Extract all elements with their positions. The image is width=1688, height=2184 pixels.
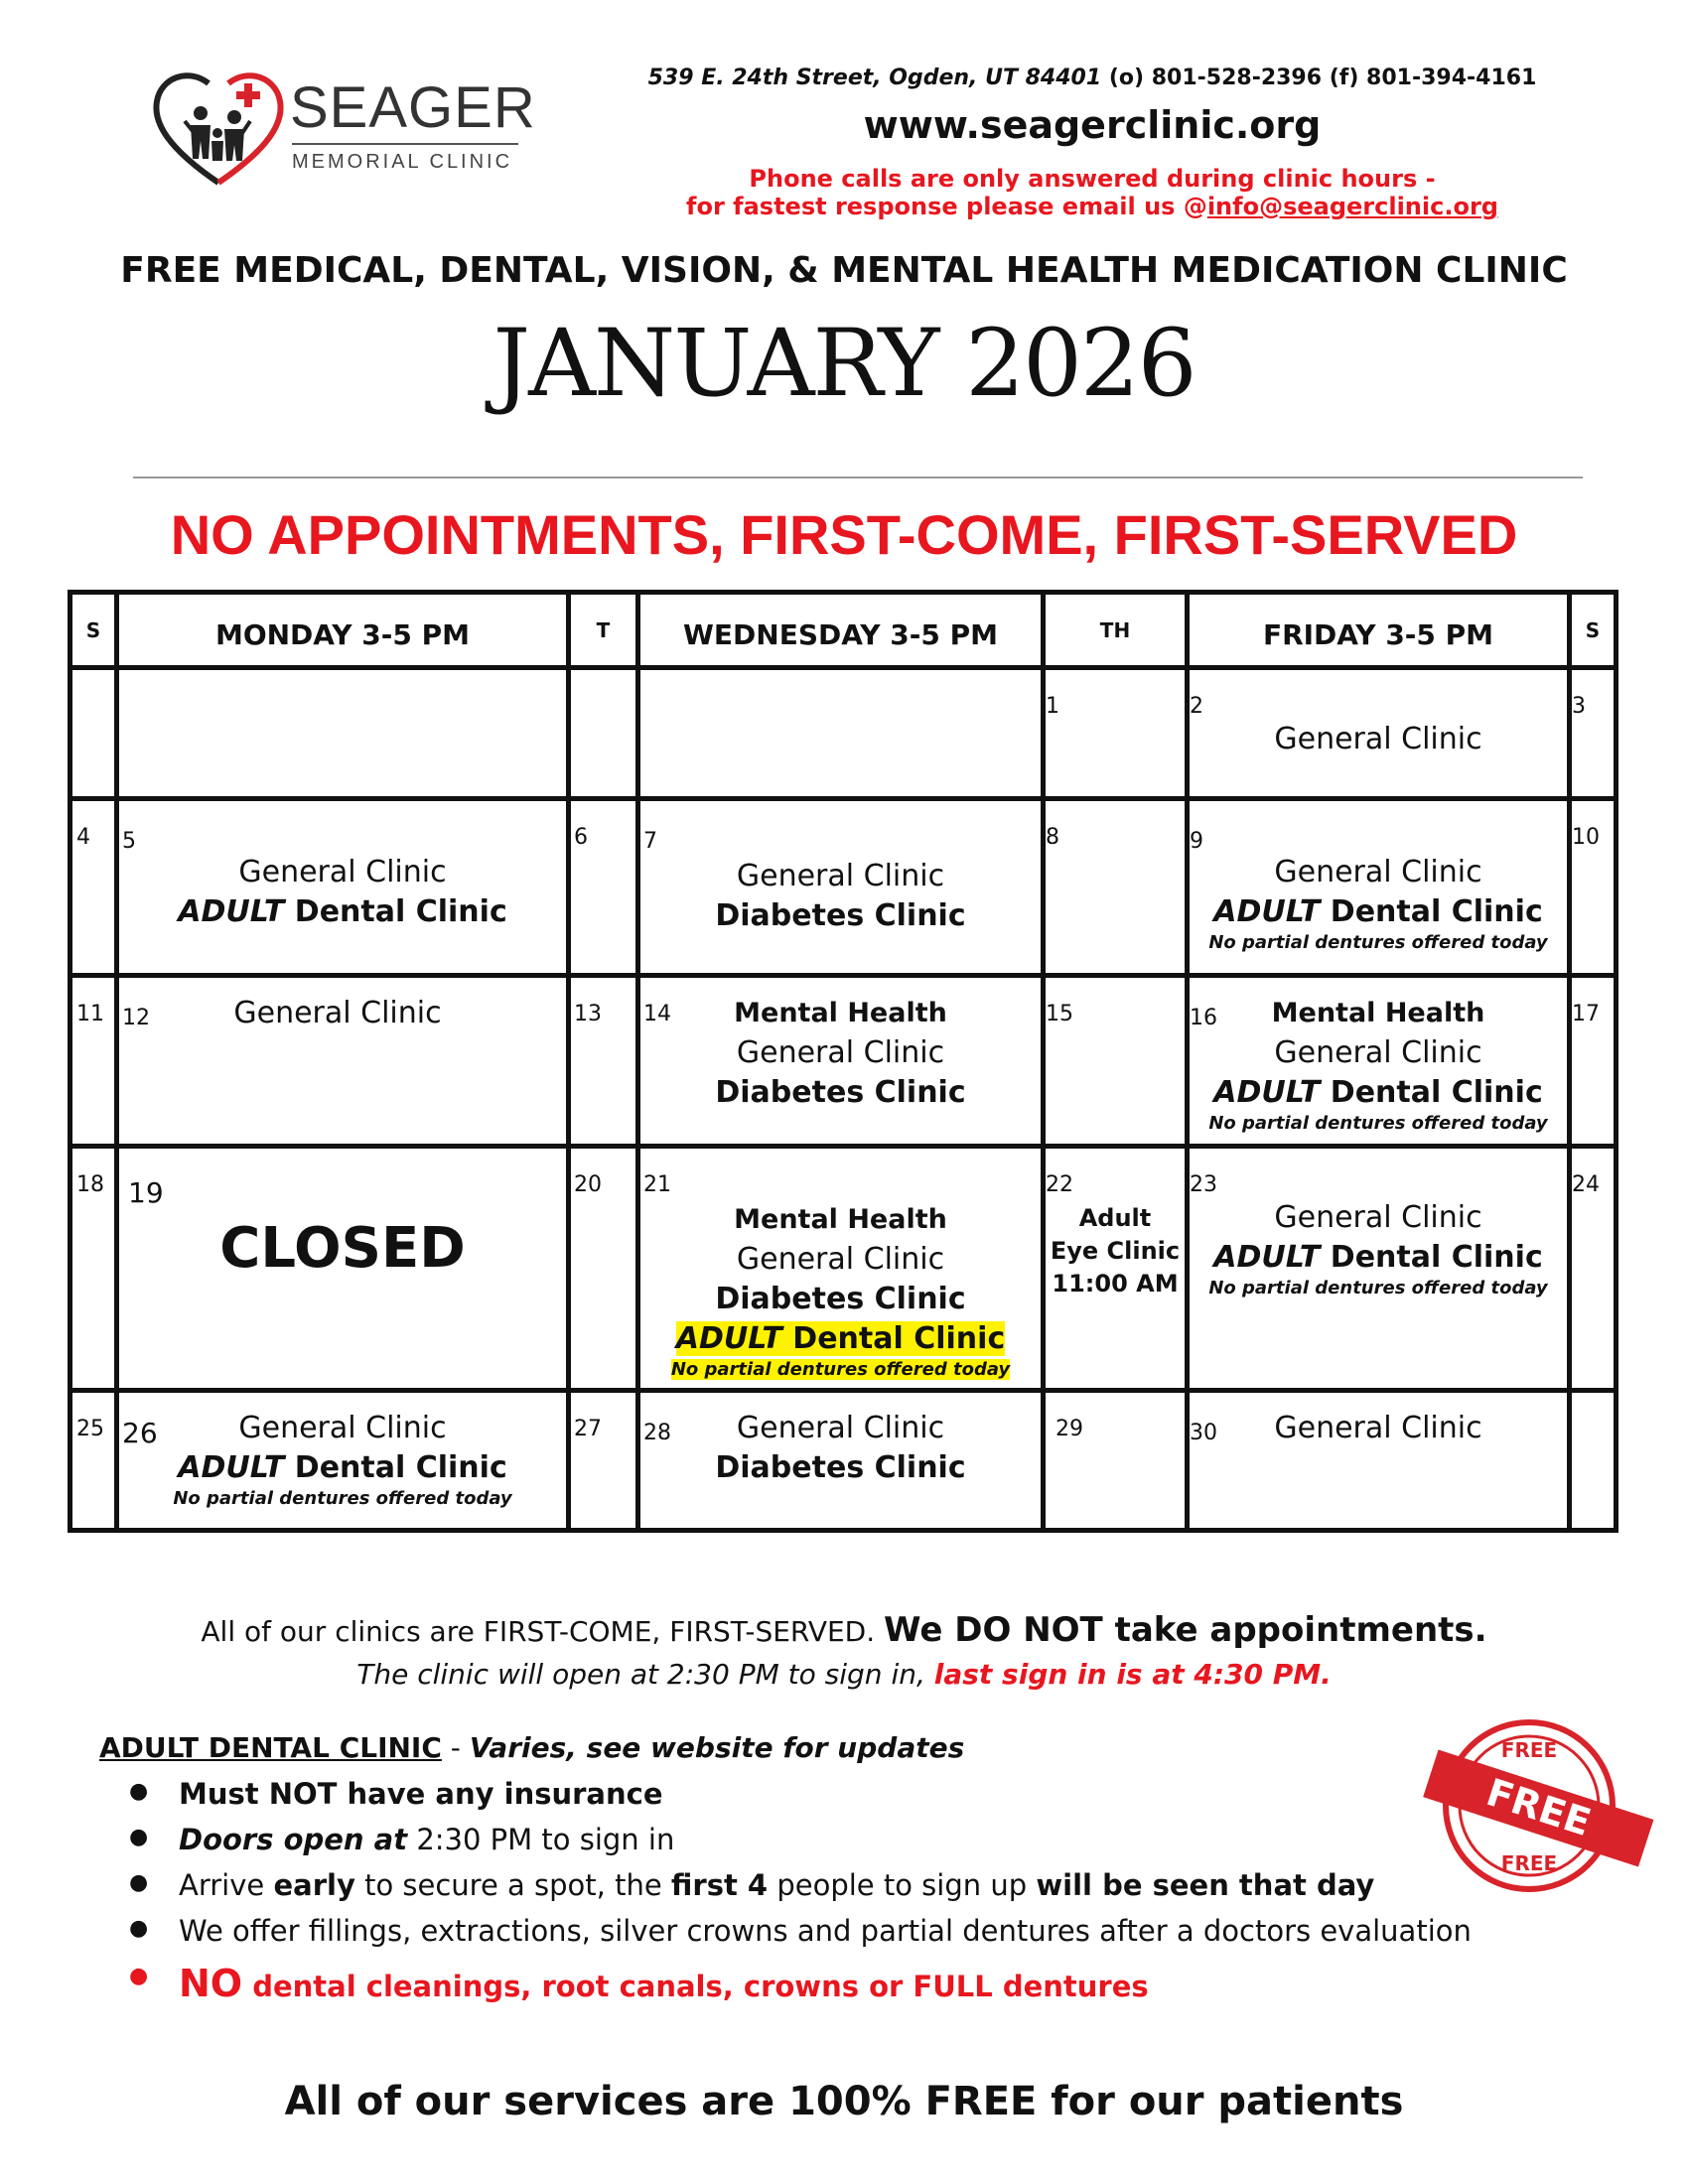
dental-varies-note: Varies, see website for updates — [469, 1731, 965, 1764]
logo-name: SEAGER — [290, 75, 536, 140]
logo-subtitle: MEMORIAL CLINIC — [292, 151, 513, 173]
day-number: 9 — [1190, 829, 1203, 854]
clinic-address-line — [596, 66, 1589, 90]
no-partial-dentures-note: No partial dentures offered today — [1208, 932, 1548, 953]
mental-health-clinic: Mental Health — [734, 998, 947, 1028]
first-come-notice — [0, 1610, 1688, 1650]
day-events — [119, 853, 566, 932]
adult-label: ADULT — [675, 1321, 782, 1356]
general-clinic: General Clinic — [736, 859, 945, 893]
adult-label: ADULT — [178, 1450, 285, 1485]
no-partial-dentures-note: No partial dentures offered today — [173, 1488, 512, 1509]
diabetes-clinic: Diabetes Clinic — [715, 1282, 966, 1316]
day-number: 5 — [122, 829, 136, 854]
day-events — [640, 857, 1041, 936]
no-appointments-text: We DO NOT take appointments. — [884, 1610, 1487, 1650]
adult-eye-clinic — [1046, 1202, 1185, 1300]
day-events — [1190, 1409, 1567, 1448]
header-monday: MONDAY 3-5 PM — [214, 618, 471, 651]
adult-dental-clinic — [1190, 892, 1567, 932]
last-sign-in-text: last sign in is at 4:30 PM. — [933, 1658, 1332, 1691]
day-events — [1190, 1198, 1567, 1299]
bullet-text: early — [273, 1868, 355, 1902]
header-divider — [133, 477, 1583, 478]
day-events — [119, 1216, 566, 1281]
separator: - — [441, 1731, 470, 1764]
day-events — [640, 1409, 1041, 1488]
mental-health-clinic: Mental Health — [734, 1204, 947, 1235]
day-number: 3 — [1572, 694, 1586, 719]
general-clinic: General Clinic — [238, 1411, 447, 1445]
month-title: JANUARY 2026 — [492, 310, 1196, 418]
bullet-text: We offer fillings, extractions, silver crowns and partial dentures after a doctors evaluation — [179, 1914, 1472, 1948]
bullet-text: to secure a spot, the — [354, 1868, 671, 1902]
bullet-text: dental cleanings, root canals, crowns or FULL dentures — [242, 1970, 1149, 2003]
services-heading: FREE MEDICAL, DENTAL, VISION, & MENTAL HEALTH MEDICATION CLINIC — [120, 250, 1568, 291]
day-number: 15 — [1046, 1002, 1073, 1026]
day-number: 22 — [1046, 1172, 1073, 1197]
adult-dental-clinic — [1190, 1073, 1567, 1113]
adult-dental-clinic — [119, 892, 566, 932]
sign-in-notice — [0, 1658, 1688, 1691]
day-number: 25 — [76, 1417, 104, 1441]
eye-clinic-line2: Eye Clinic — [1050, 1237, 1181, 1265]
header-tuesday: T — [596, 618, 611, 642]
logo-divider — [292, 143, 518, 145]
bullet-text: Arrive — [179, 1868, 274, 1902]
mental-health-clinic: Mental Health — [1271, 998, 1485, 1028]
adult-dental-title: ADULT DENTAL CLINIC — [99, 1731, 442, 1764]
header-saturday: S — [1585, 618, 1601, 642]
day-number: 30 — [1190, 1421, 1217, 1445]
day-events — [640, 994, 1041, 1113]
adult-label: ADULT — [178, 894, 285, 929]
bullet-text: 2:30 PM to sign in — [407, 1823, 675, 1856]
day-number: 7 — [643, 829, 657, 854]
day-events — [119, 994, 566, 1033]
adult-dental-clinic — [119, 1448, 566, 1488]
bullet-text: people to sign up — [768, 1868, 1037, 1902]
diabetes-clinic: Diabetes Clinic — [715, 1075, 966, 1110]
phone-notice-text: for fastest response please email us @ — [686, 193, 1207, 220]
day-events — [1190, 853, 1567, 954]
adult-label: ADULT — [1213, 1240, 1321, 1275]
closed-label: CLOSED — [219, 1216, 466, 1281]
day-number: 21 — [643, 1172, 671, 1197]
list-item — [179, 1914, 1472, 1948]
header-wednesday: WEDNESDAY 3-5 PM — [683, 618, 998, 651]
dental-label: Dental Clinic — [284, 894, 507, 929]
day-number: 20 — [574, 1172, 602, 1197]
first-come-text: All of our clinics are FIRST-COME, FIRST-SERVED. — [201, 1615, 885, 1648]
dental-label: Dental Clinic — [284, 1450, 507, 1485]
day-number: 8 — [1046, 825, 1059, 850]
dental-label: Dental Clinic — [1320, 894, 1543, 929]
bullet-text: Must NOT have any insurance — [179, 1777, 663, 1811]
general-clinic: General Clinic — [736, 1035, 945, 1070]
phone-numbers: (o) 801-528-2396 (f) 801-394-4161 — [1108, 66, 1537, 90]
general-clinic: General Clinic — [1274, 1411, 1482, 1445]
phone-notice — [596, 165, 1589, 220]
dental-label: Dental Clinic — [781, 1321, 1006, 1356]
general-clinic: General Clinic — [736, 1411, 945, 1445]
list-item — [179, 1962, 1149, 2005]
list-item — [179, 1823, 674, 1856]
adult-label: ADULT — [1213, 894, 1321, 929]
stamp-bottom-word: FREE — [1500, 1851, 1558, 1875]
day-events — [119, 1409, 566, 1510]
day-number: 19 — [128, 1176, 164, 1209]
adult-dental-clinic — [640, 1319, 1041, 1359]
header-thursday: TH — [1099, 618, 1131, 642]
adult-dental-heading — [99, 1731, 964, 1764]
eye-clinic-line1: Adult — [1078, 1204, 1152, 1232]
grid-line — [72, 665, 1614, 670]
grid-line — [72, 973, 1614, 978]
calendar-grid — [68, 590, 1618, 1533]
day-number: 12 — [122, 1006, 150, 1030]
highlight — [676, 1321, 1005, 1356]
general-clinic: General Clinic — [233, 996, 442, 1030]
sign-in-text: The clinic will open at 2:30 PM to sign in, — [356, 1658, 934, 1691]
no-appointments-banner: NO APPOINTMENTS, FIRST-COME, FIRST-SERVED — [170, 503, 1518, 566]
heart-family-icon — [149, 62, 288, 191]
header-friday: FRIDAY 3-5 PM — [1262, 618, 1494, 651]
street-address: 539 E. 24th Street, Ogden, UT 84401 — [647, 66, 1102, 90]
day-number: 1 — [1046, 694, 1059, 719]
dental-label: Dental Clinic — [1320, 1075, 1543, 1110]
eye-clinic-time: 11:00 AM — [1052, 1270, 1179, 1297]
no-partial-dentures-note: No partial dentures offered today — [1208, 1113, 1548, 1134]
general-clinic: General Clinic — [1274, 722, 1482, 756]
no-partial-dentures-note: No partial dentures offered today — [1208, 1278, 1548, 1298]
day-number: 23 — [1190, 1172, 1217, 1197]
grid-line — [72, 796, 1614, 801]
list-item — [179, 1868, 1374, 1902]
bullet-text: first 4 — [670, 1868, 769, 1902]
day-events — [1190, 994, 1567, 1135]
diabetes-clinic: Diabetes Clinic — [715, 1450, 966, 1485]
bullet-text: Doors open at — [179, 1823, 408, 1856]
day-number: 14 — [643, 1002, 671, 1026]
day-number: 18 — [76, 1172, 104, 1197]
day-events — [640, 1200, 1041, 1381]
day-number: 28 — [643, 1421, 671, 1445]
email-link[interactable]: info@seagerclinic.org — [1206, 193, 1498, 220]
bullet-text: will be seen that day — [1036, 1868, 1375, 1902]
day-events — [1190, 720, 1567, 759]
day-number: 11 — [76, 1002, 104, 1026]
phone-notice-line2 — [596, 193, 1589, 220]
day-number: 17 — [1572, 1002, 1600, 1026]
day-number: 4 — [76, 825, 90, 850]
day-number: 27 — [574, 1417, 602, 1441]
day-number: 6 — [574, 825, 588, 850]
day-number: 16 — [1190, 1006, 1217, 1030]
adult-dental-clinic — [1190, 1238, 1567, 1278]
stamp-top-word: FREE — [1500, 1738, 1558, 1762]
services-free-statement: All of our services are 100% FREE for our patients — [284, 2079, 1404, 2124]
day-number: 2 — [1190, 694, 1203, 719]
general-clinic: General Clinic — [1274, 1035, 1482, 1070]
stamp-center-word: FREE — [1480, 1770, 1597, 1845]
grid-line — [72, 1144, 1614, 1149]
no-partial-dentures-note — [640, 1359, 1041, 1381]
phone-notice-line1: Phone calls are only answered during clinic hours - — [749, 165, 1436, 193]
general-clinic: General Clinic — [238, 855, 447, 889]
free-stamp-icon — [1418, 1711, 1656, 1900]
list-item — [179, 1777, 663, 1811]
day-number: 10 — [1572, 825, 1600, 850]
general-clinic: General Clinic — [1274, 855, 1482, 889]
general-clinic: General Clinic — [736, 1242, 945, 1277]
day-number: 29 — [1055, 1417, 1083, 1441]
day-number: 26 — [122, 1417, 158, 1449]
website-link[interactable]: www.seagerclinic.org — [863, 103, 1322, 147]
grid-line — [72, 1388, 1614, 1393]
diabetes-clinic: Diabetes Clinic — [715, 898, 966, 933]
bullet-text: NO — [179, 1962, 243, 2005]
highlight: No partial dentures offered today — [670, 1359, 1011, 1380]
header-sunday: S — [85, 618, 101, 642]
general-clinic: General Clinic — [1274, 1200, 1482, 1235]
day-number: 13 — [574, 1002, 602, 1026]
day-number: 24 — [1572, 1172, 1600, 1197]
adult-label: ADULT — [1213, 1075, 1321, 1110]
dental-label: Dental Clinic — [1320, 1240, 1543, 1275]
